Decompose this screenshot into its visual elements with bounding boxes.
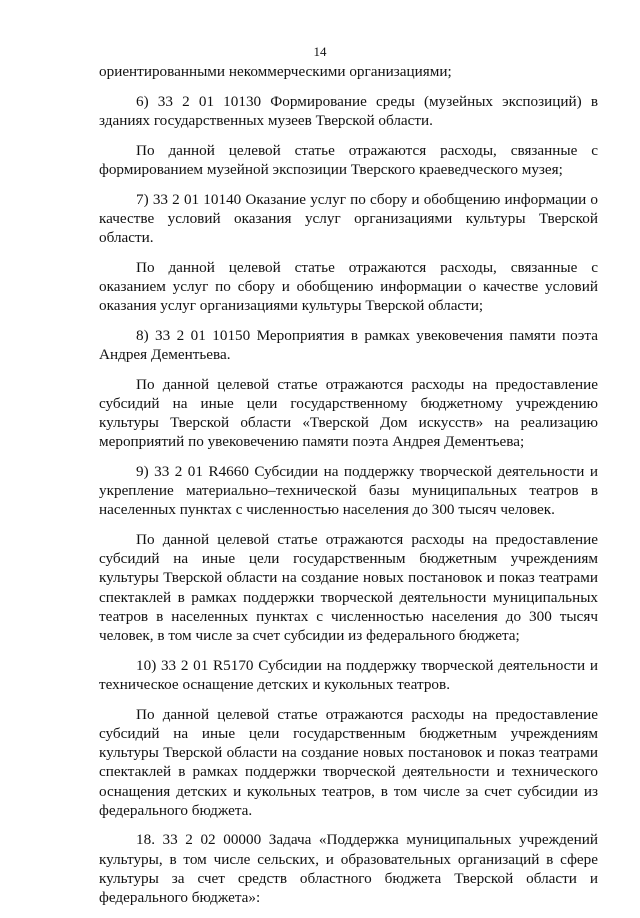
paragraph-item-9-description: По данной целевой статье отражаются расходы на предоставление субсидий на иные цели государственным бюджетным учреждениям культуры Тверской области на создание новых постановок и показ театрами спектаклей в рамках поддержки творческой деятельности муниципальных театров в населенных пунктах с численностью населения до 300 тысяч человек, в том числе за счет субсидии из федерального бюджета; xyxy=(99,531,598,645)
paragraph-task-18: 18. 33 2 02 00000 Задача «Поддержка муниципальных учреждений культуры, в том числе сельских, и образовательных организаций в сфере культуры за счет средств областного бюджета Тверской области и федерального бюджета»: xyxy=(99,831,598,907)
document-body xyxy=(99,62,598,918)
paragraph-item-10-description: По данной целевой статье отражаются расходы на предоставление субсидий на иные цели государственным бюджетным учреждениям культуры Тверской области на создание новых постановок и показ театрами спектаклей в рамках поддержки творческой деятельности и технического оснащения детских и кукольных театров, в том числе за счет субсидии из федерального бюджета. xyxy=(99,705,598,819)
paragraph-item-7: 7) 33 2 01 10140 Оказание услуг по сбору и обобщению информации о качестве условий оказания услуг организациями культуры Тверской области. xyxy=(99,190,598,246)
paragraph-item-7-description: По данной целевой статье отражаются расходы, связанные с оказанием услуг по сбору и обобщению информации о качестве условий оказания услуг организациями культуры Тверской области; xyxy=(99,258,598,315)
paragraph-item-10: 10) 33 2 01 R5170 Субсидии на поддержку творческой деятельности и техническое оснащение детских и кукольных театров. xyxy=(99,656,598,693)
paragraph-item-6: 6) 33 2 01 10130 Формирование среды (музейных экспозиций) в зданиях государственных музеев Тверской области. xyxy=(99,92,598,129)
paragraph-item-9: 9) 33 2 01 R4660 Субсидии на поддержку творческой деятельности и укрепление материально–технической базы муниципальных театров в населенных пунктах с численностью населения до 300 тысяч человек. xyxy=(99,462,598,519)
page-number: 14 xyxy=(313,44,327,59)
paragraph-continuation: ориентированными некоммерческими организациями; xyxy=(99,63,452,80)
paragraph-item-6-description: По данной целевой статье отражаются расходы, связанные с формированием музейной экспозиции Тверского краеведческого музея; xyxy=(99,141,598,178)
paragraph-item-8: 8) 33 2 01 10150 Мероприятия в рамках увековечения памяти поэта Андрея Дементьева. xyxy=(99,326,598,363)
paragraph-item-8-description: По данной целевой статье отражаются расходы на предоставление субсидий на иные цели государственному бюджетному учреждению культуры Тверской области «Тверской Дом искусств» на реализацию мероприятий по увековечению памяти поэта Андрея Дементьева; xyxy=(99,375,598,451)
